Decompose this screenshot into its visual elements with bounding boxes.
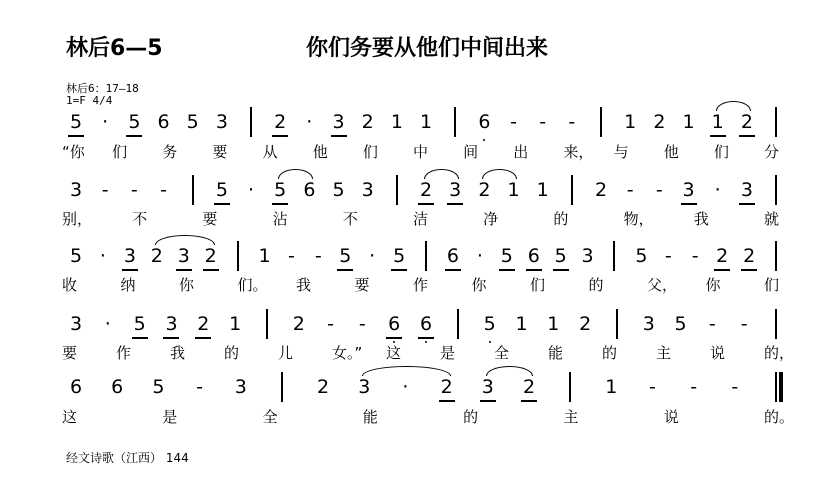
lyric-syllable: 物，: [623, 210, 654, 228]
note: 3: [740, 179, 753, 201]
scripture-reference: 林后6：17—18: [66, 82, 139, 95]
eighth-underline: [126, 135, 142, 137]
lyric-syllable: “你: [62, 143, 85, 161]
note: 5: [339, 245, 352, 267]
note: 1: [711, 111, 724, 133]
note: 5: [215, 179, 228, 201]
eighth-underline: [195, 337, 211, 339]
note: 5: [635, 245, 648, 267]
eighth-underline: [386, 337, 402, 339]
lyric-syllable: 的，: [764, 344, 795, 362]
lyric-syllable: 的: [553, 210, 569, 228]
note: 2: [197, 313, 210, 335]
lyric-syllable: 的。: [764, 408, 795, 426]
bar-line: [396, 175, 398, 205]
augmentation-dot: ·: [306, 111, 313, 133]
lyric-syllable: 就: [764, 210, 780, 228]
eighth-underline: [681, 203, 697, 205]
note: 2: [274, 111, 287, 133]
dash-extension: -: [740, 313, 748, 335]
eighth-underline: [163, 337, 179, 339]
note: 6: [111, 376, 124, 398]
lyric-syllable: 的: [463, 408, 479, 426]
tie-arc: [486, 366, 533, 376]
lyric-syllable: 不: [342, 210, 358, 228]
tie-arc: [362, 366, 450, 376]
dash-extension: -: [539, 111, 547, 133]
note: 2: [740, 111, 753, 133]
final-bar-line: [779, 372, 783, 402]
octave-dot-below: [393, 341, 395, 343]
lyric-syllable: 我: [296, 276, 312, 294]
note: 5: [152, 376, 165, 398]
lyric-syllable: 要: [202, 210, 218, 228]
eighth-underline: [480, 400, 496, 402]
eighth-underline: [521, 400, 537, 402]
lyric-syllable: 全: [494, 344, 510, 362]
eighth-underline: [741, 269, 757, 271]
note: 3: [332, 111, 345, 133]
lyric-syllable: 女。”: [332, 344, 363, 362]
dash-extension: -: [626, 179, 634, 201]
bar-line: [425, 241, 427, 271]
lyric-syllable: 我: [693, 210, 709, 228]
note: 5: [332, 179, 345, 201]
lyric-syllable: 全: [262, 408, 278, 426]
note: 1: [420, 111, 433, 133]
lyric-syllable: 沾: [272, 210, 288, 228]
eighth-underline: [337, 269, 353, 271]
note: 5: [128, 111, 141, 133]
lyric-syllable: 主: [563, 408, 579, 426]
bar-line: [775, 241, 777, 271]
dash-extension: -: [708, 313, 716, 335]
note: 1: [258, 245, 271, 267]
eighth-underline: [499, 269, 515, 271]
note: 1: [536, 179, 549, 201]
lyric-syllable: 别，: [62, 210, 93, 228]
eighth-underline: [447, 203, 463, 205]
lyric-syllable: 他: [312, 143, 328, 161]
note: 1: [605, 376, 618, 398]
eighth-underline: [553, 269, 569, 271]
dash-extension: -: [160, 179, 167, 201]
lyric-syllable: 这: [62, 408, 78, 426]
lyric-syllable: 要: [354, 276, 370, 294]
note: 2: [478, 179, 491, 201]
dash-extension: -: [664, 245, 672, 267]
lyric-syllable: 们: [112, 143, 128, 161]
lyric-syllable: 们。: [237, 276, 268, 294]
lyric-syllable: 是: [162, 408, 178, 426]
dash-extension: -: [510, 111, 517, 133]
lyric-syllable: 的: [602, 344, 618, 362]
bar-line: [616, 309, 618, 339]
lyric-syllable: 纳: [120, 276, 136, 294]
note: 2: [150, 245, 163, 267]
eighth-underline: [714, 269, 730, 271]
note: 2: [361, 111, 374, 133]
lyric-syllable: 收: [62, 276, 78, 294]
eighth-underline: [122, 269, 138, 271]
eighth-underline: [68, 135, 84, 137]
lyric-syllable: 作: [116, 344, 132, 362]
eighth-underline: [272, 135, 288, 137]
lyric-syllable: 净: [483, 210, 499, 228]
octave-dot-below: [483, 139, 485, 141]
note: 3: [481, 376, 494, 398]
note: 2: [579, 313, 592, 335]
eighth-underline: [203, 269, 219, 271]
lyric-syllable: 你: [471, 276, 487, 294]
note: 2: [317, 376, 330, 398]
note: 5: [274, 179, 287, 201]
lyric-syllable: 说: [663, 408, 679, 426]
note: 5: [133, 313, 146, 335]
lyric-syllable: 你: [705, 276, 721, 294]
note: 3: [581, 245, 594, 267]
note: 5: [483, 313, 496, 335]
note: 3: [682, 179, 695, 201]
octave-dot-below: [489, 341, 491, 343]
eighth-underline: [132, 337, 148, 339]
note: 6: [527, 245, 540, 267]
lyric-syllable: 主: [656, 344, 672, 362]
note: 5: [500, 245, 513, 267]
lyric-syllable: 你: [179, 276, 195, 294]
lyric-syllable: 是: [440, 344, 456, 362]
dash-extension: -: [287, 245, 295, 267]
augmentation-dot: ·: [102, 111, 109, 133]
song-title: 你们务要从他们中间出来: [306, 36, 549, 61]
eighth-underline: [418, 337, 434, 339]
lyric-syllable: 这: [386, 344, 402, 362]
dash-extension: -: [358, 313, 366, 335]
note: 3: [123, 245, 136, 267]
bar-line: [192, 175, 194, 205]
lyric-syllable: 能: [548, 344, 564, 362]
lyric-syllable: 不: [132, 210, 148, 228]
dash-extension: -: [327, 313, 334, 335]
tie-arc: [424, 169, 459, 179]
augmentation-dot: ·: [714, 179, 721, 201]
note: 3: [177, 245, 190, 267]
song-number: 林后6—5: [66, 36, 163, 61]
augmentation-dot: ·: [402, 376, 409, 398]
note: 5: [554, 245, 567, 267]
source-caption: 经文诗歌（江西） 144: [66, 451, 189, 465]
bar-line: [569, 372, 571, 402]
lyric-syllable: 洁: [413, 210, 429, 228]
note: 1: [515, 313, 528, 335]
note: 5: [70, 111, 83, 133]
note: 3: [165, 313, 178, 335]
note: 3: [358, 376, 371, 398]
tie-arc: [278, 169, 313, 179]
dash-extension: -: [130, 179, 138, 201]
note: 5: [393, 245, 406, 267]
lyric-syllable: 要: [212, 143, 228, 161]
dash-extension: -: [196, 376, 203, 398]
key-signature: 1=F 4/4: [66, 94, 113, 107]
bar-line: [237, 241, 239, 271]
bar-line: [775, 175, 777, 205]
note: 1: [682, 111, 695, 133]
lyric-syllable: 我: [170, 344, 186, 362]
note: 2: [653, 111, 666, 133]
augmentation-dot: ·: [247, 179, 255, 201]
lyric-syllable: 儿: [278, 344, 294, 362]
note: 5: [70, 245, 83, 267]
note: 5: [674, 313, 687, 335]
lyric-syllable: 父，: [647, 276, 678, 294]
dash-extension: -: [568, 111, 576, 133]
bar-line: [250, 107, 252, 137]
note: 3: [449, 179, 462, 201]
eighth-underline: [331, 135, 347, 137]
note: 6: [157, 111, 170, 133]
lyric-syllable: 出: [513, 143, 529, 161]
lyric-syllable: 他: [663, 143, 679, 161]
note: 3: [234, 376, 247, 398]
bar-line: [775, 107, 777, 137]
lyric-syllable: 们: [713, 143, 729, 161]
note: 3: [70, 313, 83, 335]
eighth-underline: [391, 269, 407, 271]
lyric-syllable: 作: [413, 276, 429, 294]
note: 3: [361, 179, 374, 201]
note: 6: [303, 179, 316, 201]
note: 2: [522, 376, 536, 398]
lyric-syllable: 能: [362, 408, 378, 426]
lyric-syllable: 中: [413, 143, 429, 161]
note: 2: [716, 245, 729, 267]
dash-extension: -: [691, 245, 699, 267]
dash-extension: -: [731, 376, 739, 398]
dash-extension: -: [649, 376, 656, 398]
note: 1: [390, 111, 403, 133]
note: 2: [204, 245, 217, 267]
note: 2: [292, 313, 305, 335]
eighth-underline: [445, 269, 461, 271]
note: 3: [215, 111, 228, 133]
eighth-underline: [710, 135, 726, 137]
augmentation-dot: ·: [476, 245, 483, 267]
eighth-underline: [739, 135, 755, 137]
eighth-underline: [418, 203, 434, 205]
note: 2: [595, 179, 608, 201]
note: 6: [420, 313, 433, 335]
bar-line: [457, 309, 459, 339]
bar-line: [600, 107, 602, 137]
bar-line: [281, 372, 283, 402]
eighth-underline: [439, 400, 455, 402]
eighth-underline: [214, 203, 230, 205]
note: 1: [547, 313, 560, 335]
note: 1: [507, 179, 520, 201]
lyric-syllable: 们: [530, 276, 546, 294]
note: 6: [388, 313, 401, 335]
note: 6: [478, 111, 491, 133]
eighth-underline: [739, 203, 755, 205]
eighth-underline: [526, 269, 542, 271]
note: 1: [229, 313, 242, 335]
bar-line: [775, 372, 777, 402]
bar-line: [266, 309, 268, 339]
augmentation-dot: ·: [99, 245, 106, 267]
tie-arc: [716, 101, 751, 111]
tie-arc: [155, 235, 215, 245]
lyric-syllable: 的: [224, 344, 240, 362]
eighth-underline: [176, 269, 192, 271]
bar-line: [454, 107, 456, 137]
augmentation-dot: ·: [104, 313, 111, 335]
tie-arc: [482, 169, 517, 179]
note: 2: [743, 245, 756, 267]
note: 5: [186, 111, 199, 133]
note: 3: [642, 313, 655, 335]
lyric-syllable: 与: [613, 143, 629, 161]
note: 6: [446, 245, 460, 267]
augmentation-dot: ·: [369, 245, 376, 267]
bar-line: [613, 241, 615, 271]
lyric-syllable: 们: [362, 143, 378, 161]
octave-dot-below: [425, 341, 427, 343]
dash-extension: -: [690, 376, 698, 398]
note: 2: [420, 179, 433, 201]
lyric-syllable: 说: [710, 344, 726, 362]
lyric-syllable: 务: [162, 143, 178, 161]
lyric-syllable: 分: [764, 143, 780, 161]
bar-line: [775, 309, 777, 339]
dash-extension: -: [314, 245, 322, 267]
eighth-underline: [272, 203, 288, 205]
lyric-syllable: 从: [262, 143, 278, 161]
note: 2: [440, 376, 453, 398]
lyric-syllable: 的: [588, 276, 604, 294]
note: 6: [70, 376, 83, 398]
note: 3: [70, 179, 83, 201]
dash-extension: -: [101, 179, 109, 201]
dash-extension: -: [655, 179, 663, 201]
lyric-syllable: 来，: [563, 143, 594, 161]
lyric-syllable: 间: [463, 143, 479, 161]
lyric-syllable: 们: [764, 276, 780, 294]
note: 1: [624, 111, 637, 133]
lyric-syllable: 要: [62, 344, 78, 362]
bar-line: [571, 175, 573, 205]
